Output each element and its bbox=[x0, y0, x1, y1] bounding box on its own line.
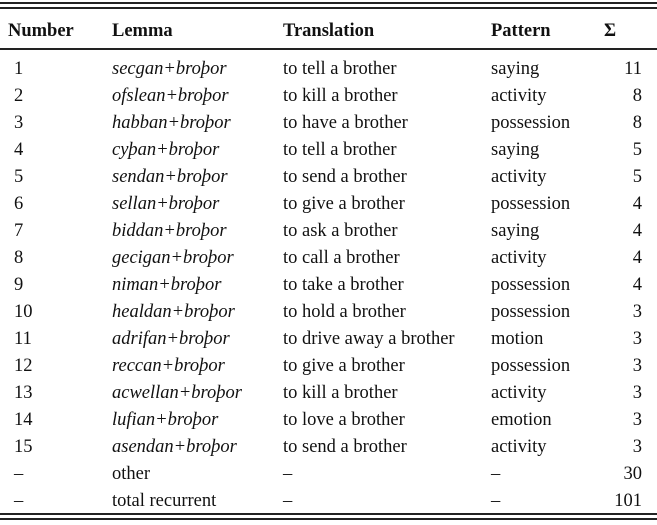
number-cell: 10 bbox=[14, 302, 33, 322]
lemma-cell: cyþan+broþor bbox=[112, 140, 220, 160]
count-cell: 5 bbox=[632, 140, 642, 160]
table-row bbox=[0, 407, 657, 434]
number-cell: 15 bbox=[14, 437, 33, 457]
count-cell: 3 bbox=[632, 329, 642, 349]
pattern-cell: emotion bbox=[491, 410, 552, 430]
number-cell: – bbox=[14, 464, 24, 484]
number-cell: – bbox=[14, 491, 24, 511]
translation-cell: to drive away a brother bbox=[283, 329, 455, 349]
lemma-cell: biddan+broþor bbox=[112, 221, 227, 241]
count-cell: 3 bbox=[632, 437, 642, 457]
pattern-cell: possession bbox=[491, 275, 571, 295]
pattern-cell: – bbox=[491, 491, 501, 511]
number-cell: 12 bbox=[14, 356, 33, 376]
count-cell: 101 bbox=[614, 491, 642, 511]
count-cell: 4 bbox=[632, 221, 642, 241]
count-cell: 4 bbox=[632, 194, 642, 214]
count-cell: 30 bbox=[623, 464, 642, 484]
translation-cell: to kill a brother bbox=[283, 383, 398, 403]
pattern-cell: possession bbox=[491, 113, 571, 133]
table-row bbox=[0, 137, 657, 164]
number-cell: 4 bbox=[14, 140, 24, 160]
count-cell: 3 bbox=[632, 302, 642, 322]
table-row bbox=[0, 56, 657, 83]
translation-cell: to send a brother bbox=[283, 437, 407, 457]
translation-cell: to send a brother bbox=[283, 167, 407, 187]
header-row bbox=[0, 14, 657, 48]
table-row bbox=[0, 299, 657, 326]
header-translation: Translation bbox=[283, 20, 375, 41]
translation-cell: to give a brother bbox=[283, 356, 405, 376]
lemma-cell: acwellan+broþor bbox=[112, 383, 242, 403]
pattern-cell: – bbox=[491, 464, 501, 484]
count-cell: 11 bbox=[624, 59, 642, 79]
translation-cell: to hold a brother bbox=[283, 302, 406, 322]
bottom-rule-outer bbox=[0, 518, 657, 520]
count-cell: 3 bbox=[632, 383, 642, 403]
table-row bbox=[0, 191, 657, 218]
pattern-cell: possession bbox=[491, 194, 571, 214]
translation-cell: – bbox=[283, 464, 293, 484]
pattern-cell: activity bbox=[491, 437, 547, 457]
translation-cell: to love a brother bbox=[283, 410, 405, 430]
lemma-cell: ofslean+broþor bbox=[112, 86, 229, 106]
count-cell: 3 bbox=[632, 410, 642, 430]
translation-cell: to give a brother bbox=[283, 194, 405, 214]
top-rule-outer bbox=[0, 2, 657, 4]
translation-cell: to tell a brother bbox=[283, 59, 397, 79]
lemma-cell: healdan+broþor bbox=[112, 302, 235, 322]
lemma-cell: niman+broþor bbox=[112, 275, 222, 295]
count-cell: 5 bbox=[632, 167, 642, 187]
header-pattern: Pattern bbox=[491, 20, 551, 41]
number-cell: 5 bbox=[14, 167, 24, 187]
count-cell: 8 bbox=[632, 86, 642, 106]
number-cell: 2 bbox=[14, 86, 24, 106]
table-row bbox=[0, 434, 657, 461]
number-cell: 7 bbox=[14, 221, 24, 241]
lemma-cell: other bbox=[112, 464, 151, 484]
lemma-cell: habban+broþor bbox=[112, 113, 231, 133]
number-cell: 11 bbox=[14, 329, 32, 349]
translation-cell: to have a brother bbox=[283, 113, 408, 133]
count-cell: 4 bbox=[632, 275, 642, 295]
lemma-cell: secgan+broþor bbox=[112, 59, 227, 79]
table-row bbox=[0, 461, 657, 488]
translation-cell: to kill a brother bbox=[283, 86, 398, 106]
lemma-cell: sellan+broþor bbox=[112, 194, 220, 214]
number-cell: 8 bbox=[14, 248, 24, 268]
count-cell: 3 bbox=[632, 356, 642, 376]
lemma-cell: sendan+broþor bbox=[112, 167, 228, 187]
lemma-cell: adrifan+broþor bbox=[112, 329, 230, 349]
pattern-cell: motion bbox=[491, 329, 544, 349]
pattern-cell: activity bbox=[491, 167, 547, 187]
table-row bbox=[0, 83, 657, 110]
pattern-cell: activity bbox=[491, 248, 547, 268]
lemma-cell: total recurrent bbox=[112, 491, 217, 511]
number-cell: 3 bbox=[14, 113, 24, 133]
lemma-cell: asendan+broþor bbox=[112, 437, 237, 457]
table-row bbox=[0, 245, 657, 272]
table-row bbox=[0, 218, 657, 245]
translation-cell: to ask a brother bbox=[283, 221, 398, 241]
pattern-cell: saying bbox=[491, 221, 540, 241]
table-row bbox=[0, 110, 657, 137]
table-row bbox=[0, 326, 657, 353]
lemma-cell: lufian+broþor bbox=[112, 410, 219, 430]
header-sum: Σ bbox=[604, 20, 617, 41]
table-row bbox=[0, 380, 657, 407]
pattern-cell: saying bbox=[491, 59, 540, 79]
count-cell: 8 bbox=[632, 113, 642, 133]
top-rule-inner bbox=[0, 7, 657, 9]
lemma-cell: gecigan+broþor bbox=[112, 248, 234, 268]
pattern-cell: saying bbox=[491, 140, 540, 160]
pattern-cell: activity bbox=[491, 383, 547, 403]
pattern-cell: possession bbox=[491, 302, 571, 322]
number-cell: 1 bbox=[14, 59, 24, 79]
table-row bbox=[0, 353, 657, 380]
translation-cell: – bbox=[283, 491, 293, 511]
table-row bbox=[0, 488, 657, 515]
pattern-cell: possession bbox=[491, 356, 571, 376]
header-number: Number bbox=[8, 20, 74, 41]
number-cell: 6 bbox=[14, 194, 24, 214]
header-lemma: Lemma bbox=[112, 20, 173, 41]
translation-cell: to take a brother bbox=[283, 275, 404, 295]
count-cell: 4 bbox=[632, 248, 642, 268]
table-row bbox=[0, 164, 657, 191]
pattern-cell: activity bbox=[491, 86, 547, 106]
number-cell: 9 bbox=[14, 275, 24, 295]
translation-cell: to call a brother bbox=[283, 248, 400, 268]
lemma-cell: reccan+broþor bbox=[112, 356, 225, 376]
table-row bbox=[0, 272, 657, 299]
lemma-table bbox=[0, 14, 657, 515]
number-cell: 13 bbox=[14, 383, 33, 403]
number-cell: 14 bbox=[14, 410, 33, 430]
translation-cell: to tell a brother bbox=[283, 140, 397, 160]
